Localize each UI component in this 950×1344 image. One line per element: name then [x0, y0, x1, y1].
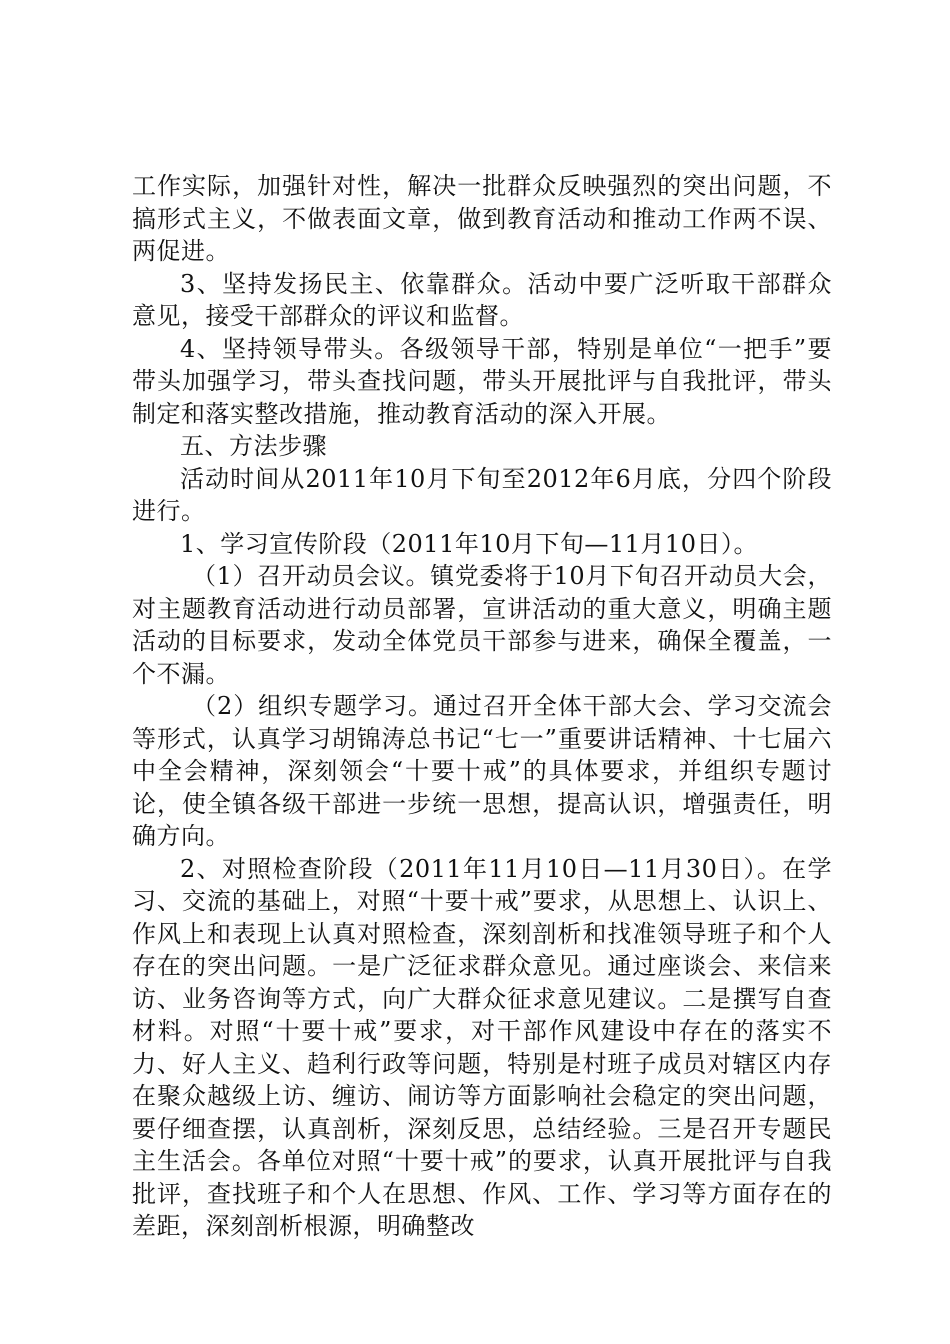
section-heading-methods: 五、方法步骤 — [180, 432, 327, 460]
paragraph-continuation: 工作实际，加强针对性，解决一批群众反映强烈的突出问题，不搞形式主义，不做表面文章，做到教育活动和推动工作两不误、两促进。 — [132, 172, 832, 265]
paragraph-principle-3: 3、坚持发扬民主、依靠群众。活动中要广泛听取干部群众意见，接受干部群众的评议和监督。 — [132, 269, 832, 330]
paragraph-stage-2: 2、对照检查阶段（2011年11月10日—11月30日）。在学习、交流的基础上，对照“十要十戒”要求，从思想上、认识上、作风上和表现上认真对照检查，深刻剖析和找准领导班子和个人存在的突出问题。一是广泛征求群众意见。通过座谈会、来信来访、业务咨询等方式，向广大群众征求意见建议。二是撰写自查材料。对照“十要十戒”要求，对干部作风建设中存在的落实不力、好人主义、趋利行政等问题，特别是村班子成员对辖区内存在聚众越级上访、缠访、闹访等方面影响社会稳定的突出问题，要仔细查摆，认真剖析，深刻反思，总结经验。三是召开专题民主生活会。各单位对照“十要十戒”的要求，认真开展批评与自我批评，查找班子和个人在思想、作风、工作、学习等方面存在的差距，深刻剖析根源，明确整改 — [132, 854, 832, 1240]
document-body — [132, 170, 832, 1243]
paragraph-stage-1-item-1: （1）召开动员会议。镇党委将于10月下旬召开动员大会，对主题教育活动进行动员部署，宣讲活动的重大意义，明确主题活动的目标要求，发动全体党员干部参与进来，确保全覆盖，一个不漏。 — [132, 562, 832, 688]
paragraph-timeline: 活动时间从2011年10月下旬至2012年6月底，分四个阶段进行。 — [132, 464, 832, 525]
stage-heading-1: 1、学习宣传阶段（2011年10月下旬—11月10日）。 — [180, 529, 758, 558]
paragraph-stage-1-item-2: （2）组织专题学习。通过召开全体干部大会、学习交流会等形式，认真学习胡锦涛总书记“七一”重要讲话精神、十七届六中全会精神，深刻领会“十要十戒”的具体要求，并组织专题讨论，使全镇各级干部进一步统一思想，提高认识，增强责任，明确方向。 — [132, 692, 832, 850]
paragraph-principle-4: 4、坚持领导带头。各级领导干部，特别是单位“一把手”要带头加强学习，带头查找问题，带头开展批评与自我批评，带头制定和落实整改措施，推动教育活动的深入开展。 — [132, 334, 832, 428]
